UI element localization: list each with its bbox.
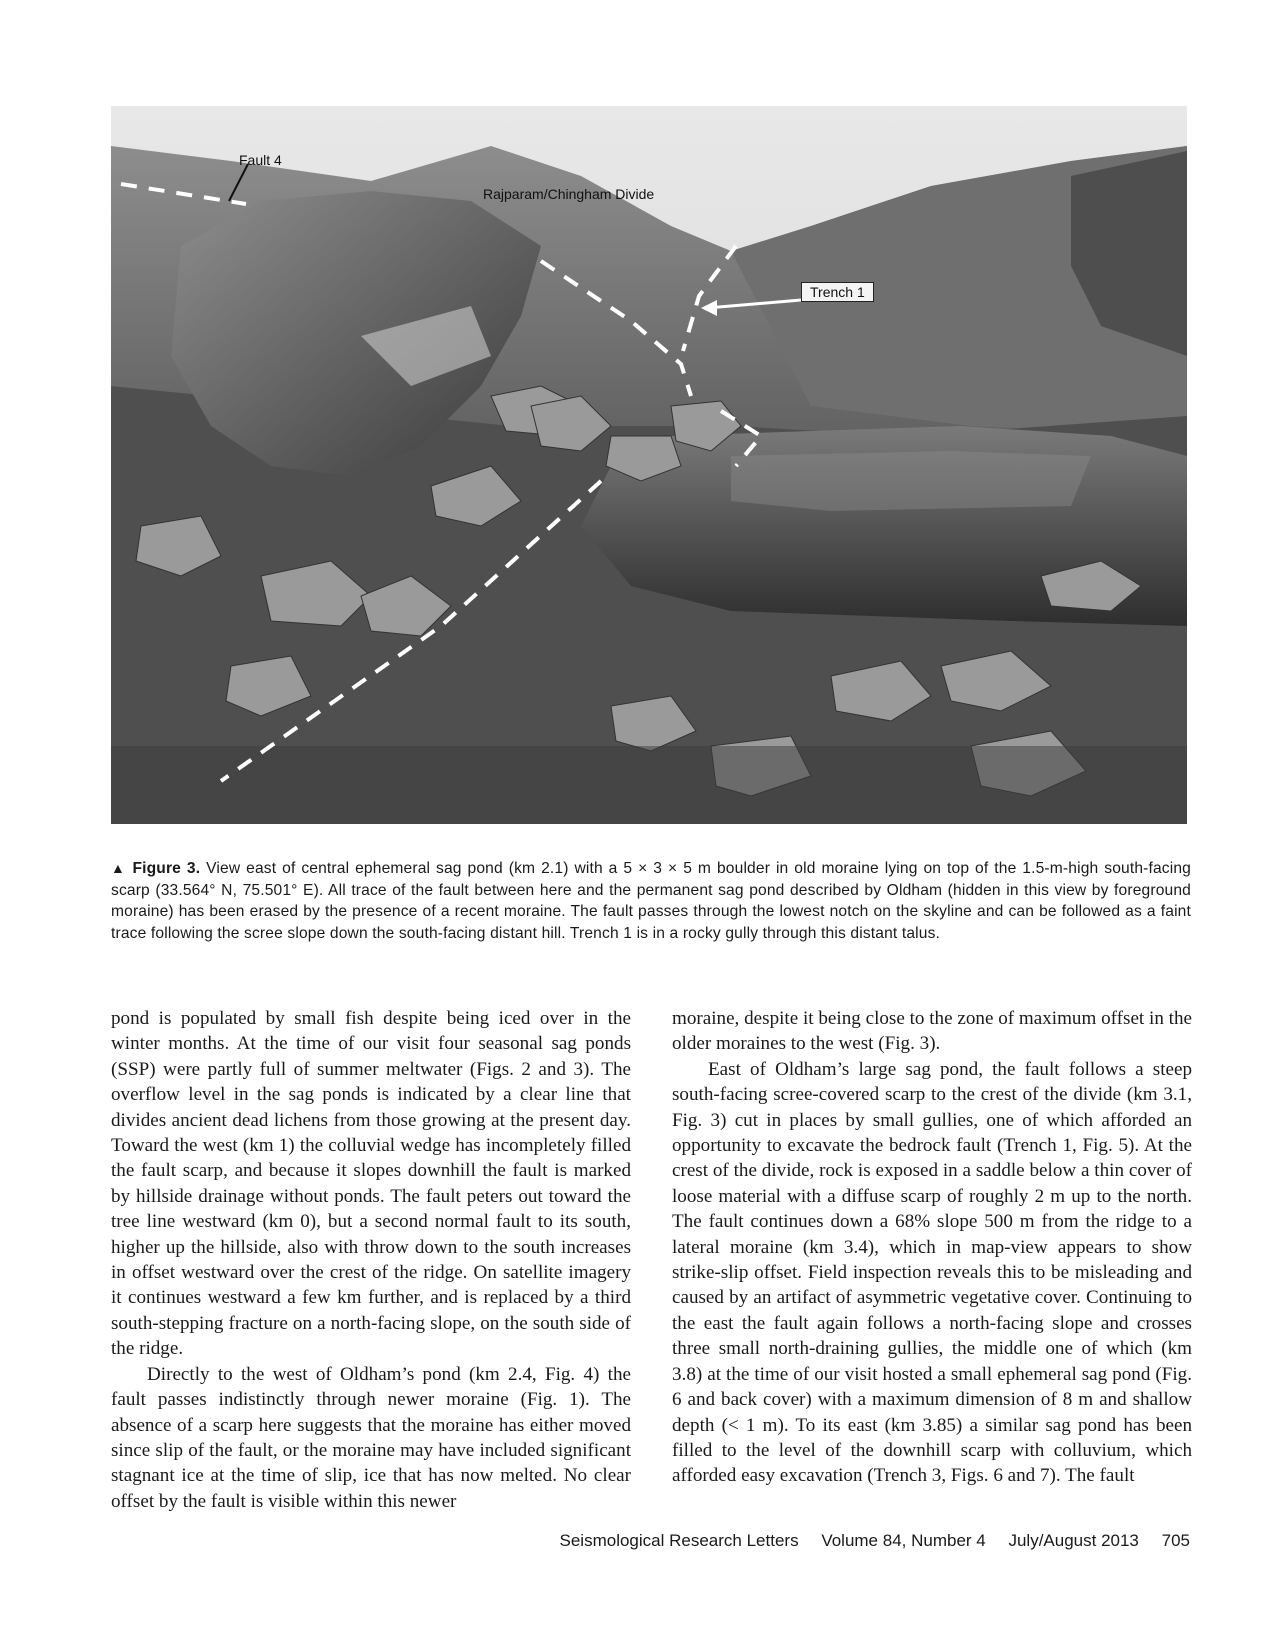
figure-caption — [111, 858, 1191, 944]
volume-number: Volume 84, Number 4 — [821, 1531, 986, 1550]
paragraph: pond is populated by small fish despite being iced over in the winter months. At the time of our visit four seasonal sag ponds (SSP) were partly full of summer meltwater (Figs. 2 and 3). The overflow level in the sag ponds is indicated by a clear line that divides ancient dead lichens from those growing at the present day. Toward the west (km 1) the colluvial wedge has incompletely filled the fault scarp, and because it slopes downhill the fault is marked by hillside drainage without ponds. The fault peters out toward the tree line westward (km 0), but a second normal fault to its south, higher up the hillside, also with throw down to the south increases in offset westward over the crest of the ridge. On satellite imagery it continues westward a few km further, and is replaced by a third south-stepping fracture on a north-facing slope, on the south side of the ridge. — [111, 1008, 631, 1360]
caption-triangle-icon: ▲ — [111, 860, 127, 876]
caption-figure-label: Figure 3. — [132, 860, 201, 877]
right-column — [672, 1006, 1192, 1489]
landscape-photo-illustration — [111, 106, 1187, 824]
left-column — [111, 1006, 631, 1514]
trench-1-label: Trench 1 — [801, 282, 874, 302]
fault-4-label: Fault 4 — [239, 152, 282, 168]
page-number: 705 — [1161, 1531, 1190, 1550]
paragraph: moraine, despite it being close to the zone of maximum offset in the older moraines to the west (Fig. 3). — [672, 1008, 1192, 1055]
caption-text: View east of central ephemeral sag pond (km 2.1) with a 5 × 3 × 5 m boulder in old moraine lying on top of the 1.5-m-high south-facing scarp (33.564° N, 75.501° E). All trace of the fault between here and the permanent sag pond described by Oldham (hidden in this view by foreground moraine) has been erased by the presence of a recent moraine. The fault passes through the lowest notch on the skyline and can be followed as a faint trace following the scree slope down the south-facing distant hill. Trench 1 is in a rocky gully through this distant talus. — [111, 860, 1191, 942]
divide-label: Rajparam/Chingham Divide — [483, 186, 655, 202]
foreground-shadow — [111, 746, 1187, 824]
pond-reflection — [731, 451, 1091, 511]
paragraph: East of Oldham’s large sag pond, the fault follows a steep south-facing scree-covered scarp to the crest of the divide (km 3.1, Fig. 3) cut in places by small gullies, one of which afforded an opportunity to excavate the bedrock fault (Trench 1, Fig. 5). At the crest of the divide, rock is exposed in a saddle below a thin cover of loose material with a diffuse scarp of roughly 2 m up to the north. The fault continues down a 68% slope 500 m from the ridge to a lateral moraine (km 3.4), which in map-view appears to show strike-slip offset. Field inspection reveals this to be misleading and caused by an artifact of asymmetric vegetative cover. Continuing to the east the fault again follows a north-facing slope and crosses three small north-draining gullies, the middle one of which (km 3.8) at the time of our visit hosted a small ephemeral sag pond (Fig. 6 and back cover) with a maximum dimension of 8 m and shallow depth (< 1 m). To its east (km 3.85) a similar sag pond has been filled to the level of the downhill scarp with colluvium, which afforded easy excavation (Trench 3, Figs. 6 and 7). The fault — [672, 1058, 1192, 1487]
paragraph: Directly to the west of Oldham’s pond (km 2.4, Fig. 4) the fault passes indistinctly through newer moraine (Fig. 1). The absence of a scarp here suggests that the moraine has either moved since slip of the fault, or the moraine may have included significant stagnant ice at the time of slip, ice that has now melted. No clear offset by the fault is visible within this newer — [111, 1363, 631, 1512]
journal-name: Seismological Research Letters — [559, 1531, 799, 1550]
issue-date: July/August 2013 — [1008, 1531, 1139, 1550]
page-footer — [560, 1531, 1190, 1551]
figure-3-photo — [111, 106, 1187, 824]
